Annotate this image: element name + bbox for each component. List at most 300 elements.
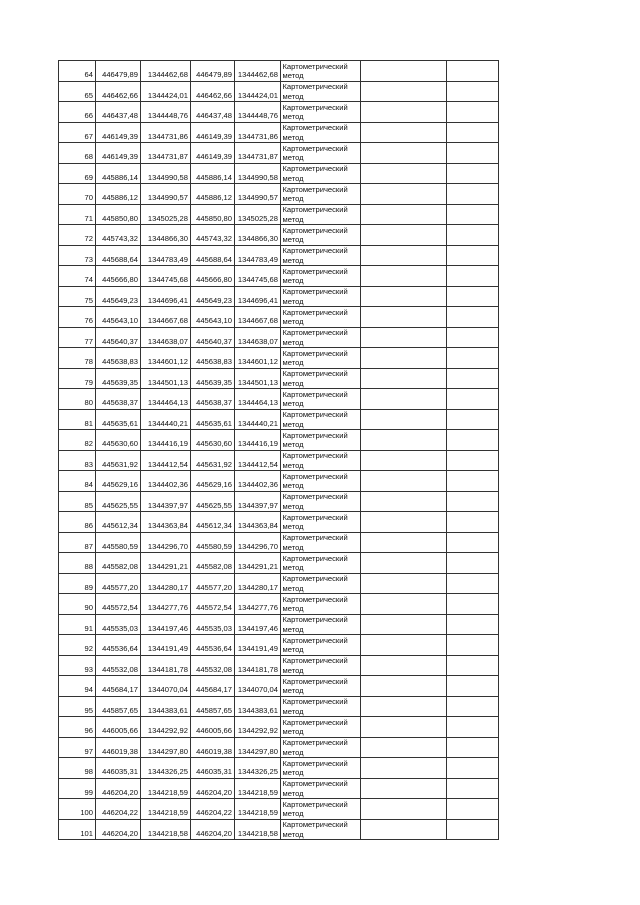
x-coordinate-cell: 445535,03 [96, 614, 141, 635]
point-number-cell: 85 [59, 491, 96, 512]
table-row [59, 225, 499, 246]
point-number-cell: 82 [59, 430, 96, 451]
empty-cell-2 [447, 409, 499, 430]
empty-cell-2 [447, 368, 499, 389]
point-number-cell: 76 [59, 307, 96, 328]
y-coordinate-existing-cell: 1344667,68 [235, 307, 281, 328]
table-row [59, 184, 499, 205]
empty-cell-1 [361, 758, 447, 779]
point-number-cell: 87 [59, 532, 96, 553]
table-row [59, 307, 499, 328]
x-coordinate-cell: 446204,20 [96, 778, 141, 799]
method-cell: Картометрический метод [281, 348, 361, 369]
y-coordinate-cell: 1344297,80 [141, 737, 191, 758]
table-row [59, 532, 499, 553]
table-row [59, 266, 499, 287]
y-coordinate-existing-cell: 1344296,70 [235, 532, 281, 553]
y-coordinate-cell: 1344397,97 [141, 491, 191, 512]
x-coordinate-cell: 445886,12 [96, 184, 141, 205]
y-coordinate-cell: 1344990,57 [141, 184, 191, 205]
x-coordinate-cell: 445640,37 [96, 327, 141, 348]
x-coordinate-cell: 445631,92 [96, 450, 141, 471]
method-cell: Картометрический метод [281, 122, 361, 143]
y-coordinate-existing-cell: 1344462,68 [235, 61, 281, 82]
table-row [59, 819, 499, 840]
empty-cell-2 [447, 307, 499, 328]
point-number-cell: 69 [59, 163, 96, 184]
x-coordinate-existing-cell: 445850,80 [191, 204, 235, 225]
y-coordinate-existing-cell: 1344280,17 [235, 573, 281, 594]
x-coordinate-cell: 446204,22 [96, 799, 141, 820]
point-number-cell: 91 [59, 614, 96, 635]
table-row [59, 450, 499, 471]
empty-cell-2 [447, 532, 499, 553]
empty-cell-1 [361, 614, 447, 635]
x-coordinate-cell: 445684,17 [96, 676, 141, 697]
point-number-cell: 94 [59, 676, 96, 697]
x-coordinate-cell: 445582,08 [96, 553, 141, 574]
x-coordinate-existing-cell: 445639,35 [191, 368, 235, 389]
empty-cell-2 [447, 245, 499, 266]
empty-cell-1 [361, 163, 447, 184]
point-number-cell: 88 [59, 553, 96, 574]
empty-cell-1 [361, 61, 447, 82]
y-coordinate-existing-cell: 1344501,13 [235, 368, 281, 389]
method-cell: Картометрический метод [281, 758, 361, 779]
table-row [59, 348, 499, 369]
y-coordinate-cell: 1344638,07 [141, 327, 191, 348]
y-coordinate-cell: 1344218,58 [141, 819, 191, 840]
empty-cell-2 [447, 635, 499, 656]
x-coordinate-existing-cell: 446437,48 [191, 102, 235, 123]
empty-cell-1 [361, 184, 447, 205]
x-coordinate-cell: 446479,89 [96, 61, 141, 82]
x-coordinate-existing-cell: 445857,65 [191, 696, 235, 717]
x-coordinate-existing-cell: 446204,20 [191, 819, 235, 840]
table-row [59, 409, 499, 430]
empty-cell-2 [447, 389, 499, 410]
table-row [59, 676, 499, 697]
point-number-cell: 64 [59, 61, 96, 82]
empty-cell-1 [361, 327, 447, 348]
y-coordinate-cell: 1344363,84 [141, 512, 191, 533]
point-number-cell: 73 [59, 245, 96, 266]
x-coordinate-cell: 445643,10 [96, 307, 141, 328]
y-coordinate-existing-cell: 1344292,92 [235, 717, 281, 738]
y-coordinate-existing-cell: 1344990,57 [235, 184, 281, 205]
x-coordinate-cell: 445886,14 [96, 163, 141, 184]
method-cell: Картометрический метод [281, 491, 361, 512]
y-coordinate-cell: 1344731,87 [141, 143, 191, 164]
empty-cell-2 [447, 573, 499, 594]
method-cell: Картометрический метод [281, 245, 361, 266]
y-coordinate-cell: 1344731,86 [141, 122, 191, 143]
method-cell: Картометрический метод [281, 594, 361, 615]
empty-cell-2 [447, 286, 499, 307]
empty-cell-1 [361, 717, 447, 738]
empty-cell-1 [361, 655, 447, 676]
x-coordinate-cell: 445857,65 [96, 696, 141, 717]
x-coordinate-cell: 446035,31 [96, 758, 141, 779]
empty-cell-2 [447, 676, 499, 697]
empty-cell-2 [447, 799, 499, 820]
table-row [59, 368, 499, 389]
y-coordinate-existing-cell: 1344464,13 [235, 389, 281, 410]
x-coordinate-cell: 445638,37 [96, 389, 141, 410]
empty-cell-2 [447, 717, 499, 738]
method-cell: Картометрический метод [281, 696, 361, 717]
y-coordinate-existing-cell: 1344448,76 [235, 102, 281, 123]
x-coordinate-cell: 445625,55 [96, 491, 141, 512]
x-coordinate-existing-cell: 445638,83 [191, 348, 235, 369]
empty-cell-1 [361, 266, 447, 287]
method-cell: Картометрический метод [281, 471, 361, 492]
empty-cell-2 [447, 778, 499, 799]
empty-cell-1 [361, 737, 447, 758]
empty-cell-1 [361, 573, 447, 594]
table-row [59, 594, 499, 615]
table-row [59, 614, 499, 635]
table-body [59, 61, 499, 840]
y-coordinate-existing-cell: 1345025,28 [235, 204, 281, 225]
empty-cell-1 [361, 532, 447, 553]
table-row [59, 696, 499, 717]
method-cell: Картометрический метод [281, 81, 361, 102]
method-cell: Картометрический метод [281, 143, 361, 164]
method-cell: Картометрический метод [281, 409, 361, 430]
empty-cell-2 [447, 327, 499, 348]
x-coordinate-existing-cell: 445535,03 [191, 614, 235, 635]
y-coordinate-existing-cell: 1344696,41 [235, 286, 281, 307]
point-number-cell: 75 [59, 286, 96, 307]
x-coordinate-existing-cell: 446204,20 [191, 778, 235, 799]
x-coordinate-cell: 445635,61 [96, 409, 141, 430]
method-cell: Картометрический метод [281, 737, 361, 758]
y-coordinate-existing-cell: 1344218,58 [235, 819, 281, 840]
x-coordinate-existing-cell: 445684,17 [191, 676, 235, 697]
table-row [59, 61, 499, 82]
empty-cell-2 [447, 696, 499, 717]
table-row [59, 286, 499, 307]
empty-cell-2 [447, 204, 499, 225]
x-coordinate-existing-cell: 445643,10 [191, 307, 235, 328]
y-coordinate-cell: 1344383,61 [141, 696, 191, 717]
method-cell: Картометрический метод [281, 635, 361, 656]
point-number-cell: 97 [59, 737, 96, 758]
y-coordinate-existing-cell: 1344297,80 [235, 737, 281, 758]
empty-cell-1 [361, 696, 447, 717]
x-coordinate-cell: 446019,38 [96, 737, 141, 758]
table-row [59, 143, 499, 164]
point-number-cell: 66 [59, 102, 96, 123]
table-row [59, 758, 499, 779]
x-coordinate-cell: 446149,39 [96, 122, 141, 143]
point-number-cell: 78 [59, 348, 96, 369]
x-coordinate-existing-cell: 445630,60 [191, 430, 235, 451]
method-cell: Картометрический метод [281, 799, 361, 820]
x-coordinate-existing-cell: 446035,31 [191, 758, 235, 779]
y-coordinate-cell: 1344218,59 [141, 778, 191, 799]
empty-cell-1 [361, 819, 447, 840]
empty-cell-2 [447, 614, 499, 635]
method-cell: Картометрический метод [281, 430, 361, 451]
point-number-cell: 93 [59, 655, 96, 676]
empty-cell-1 [361, 409, 447, 430]
x-coordinate-existing-cell: 445638,37 [191, 389, 235, 410]
table-row [59, 737, 499, 758]
y-coordinate-cell: 1344181,78 [141, 655, 191, 676]
empty-cell-2 [447, 758, 499, 779]
table-row [59, 778, 499, 799]
method-cell: Картометрический метод [281, 225, 361, 246]
table-row [59, 389, 499, 410]
x-coordinate-existing-cell: 445666,80 [191, 266, 235, 287]
empty-cell-1 [361, 389, 447, 410]
empty-cell-1 [361, 676, 447, 697]
table-row [59, 471, 499, 492]
point-number-cell: 72 [59, 225, 96, 246]
empty-cell-1 [361, 594, 447, 615]
table-row [59, 122, 499, 143]
table-row [59, 81, 499, 102]
point-number-cell: 83 [59, 450, 96, 471]
y-coordinate-existing-cell: 1344291,21 [235, 553, 281, 574]
y-coordinate-cell: 1344745,68 [141, 266, 191, 287]
x-coordinate-existing-cell: 446005,66 [191, 717, 235, 738]
method-cell: Картометрический метод [281, 286, 361, 307]
empty-cell-2 [447, 225, 499, 246]
table-row [59, 573, 499, 594]
x-coordinate-cell: 445629,16 [96, 471, 141, 492]
x-coordinate-existing-cell: 445625,55 [191, 491, 235, 512]
empty-cell-2 [447, 594, 499, 615]
method-cell: Картометрический метод [281, 102, 361, 123]
y-coordinate-cell: 1344191,49 [141, 635, 191, 656]
empty-cell-2 [447, 184, 499, 205]
x-coordinate-cell: 446149,39 [96, 143, 141, 164]
x-coordinate-existing-cell: 446149,39 [191, 122, 235, 143]
empty-cell-1 [361, 143, 447, 164]
x-coordinate-cell: 445577,20 [96, 573, 141, 594]
y-coordinate-existing-cell: 1344197,46 [235, 614, 281, 635]
y-coordinate-cell: 1344448,76 [141, 102, 191, 123]
method-cell: Картометрический метод [281, 819, 361, 840]
empty-cell-2 [447, 102, 499, 123]
y-coordinate-cell: 1344291,21 [141, 553, 191, 574]
y-coordinate-existing-cell: 1344866,30 [235, 225, 281, 246]
point-number-cell: 98 [59, 758, 96, 779]
method-cell: Картометрический метод [281, 676, 361, 697]
y-coordinate-cell: 1344402,36 [141, 471, 191, 492]
point-number-cell: 77 [59, 327, 96, 348]
method-cell: Картометрический метод [281, 61, 361, 82]
y-coordinate-cell: 1344416,19 [141, 430, 191, 451]
x-coordinate-existing-cell: 445688,64 [191, 245, 235, 266]
method-cell: Картометрический метод [281, 614, 361, 635]
x-coordinate-existing-cell: 445580,59 [191, 532, 235, 553]
x-coordinate-existing-cell: 445536,64 [191, 635, 235, 656]
y-coordinate-cell: 1344218,59 [141, 799, 191, 820]
empty-cell-1 [361, 471, 447, 492]
method-cell: Картометрический метод [281, 368, 361, 389]
table-row [59, 491, 499, 512]
empty-cell-2 [447, 655, 499, 676]
method-cell: Картометрический метод [281, 327, 361, 348]
x-coordinate-existing-cell: 446019,38 [191, 737, 235, 758]
x-coordinate-existing-cell: 446479,89 [191, 61, 235, 82]
x-coordinate-cell: 445580,59 [96, 532, 141, 553]
point-number-cell: 84 [59, 471, 96, 492]
table-row [59, 635, 499, 656]
y-coordinate-cell: 1344440,21 [141, 409, 191, 430]
y-coordinate-cell: 1344866,30 [141, 225, 191, 246]
empty-cell-1 [361, 102, 447, 123]
method-cell: Картометрический метод [281, 450, 361, 471]
y-coordinate-existing-cell: 1344745,68 [235, 266, 281, 287]
y-coordinate-cell: 1344424,01 [141, 81, 191, 102]
empty-cell-1 [361, 553, 447, 574]
point-number-cell: 70 [59, 184, 96, 205]
y-coordinate-existing-cell: 1344990,58 [235, 163, 281, 184]
empty-cell-1 [361, 122, 447, 143]
empty-cell-1 [361, 799, 447, 820]
y-coordinate-cell: 1344197,46 [141, 614, 191, 635]
empty-cell-2 [447, 491, 499, 512]
x-coordinate-cell: 446005,66 [96, 717, 141, 738]
method-cell: Картометрический метод [281, 573, 361, 594]
empty-cell-1 [361, 204, 447, 225]
point-number-cell: 67 [59, 122, 96, 143]
empty-cell-2 [447, 61, 499, 82]
empty-cell-2 [447, 819, 499, 840]
method-cell: Картометрический метод [281, 389, 361, 410]
empty-cell-2 [447, 450, 499, 471]
y-coordinate-cell: 1344277,76 [141, 594, 191, 615]
y-coordinate-existing-cell: 1344783,49 [235, 245, 281, 266]
y-coordinate-existing-cell: 1344191,49 [235, 635, 281, 656]
table-row [59, 512, 499, 533]
empty-cell-1 [361, 348, 447, 369]
empty-cell-1 [361, 307, 447, 328]
y-coordinate-existing-cell: 1344731,86 [235, 122, 281, 143]
y-coordinate-existing-cell: 1344383,61 [235, 696, 281, 717]
y-coordinate-cell: 1344462,68 [141, 61, 191, 82]
y-coordinate-cell: 1344296,70 [141, 532, 191, 553]
method-cell: Картометрический метод [281, 655, 361, 676]
y-coordinate-existing-cell: 1344218,59 [235, 799, 281, 820]
y-coordinate-cell: 1344280,17 [141, 573, 191, 594]
y-coordinate-existing-cell: 1344181,78 [235, 655, 281, 676]
x-coordinate-existing-cell: 445631,92 [191, 450, 235, 471]
x-coordinate-existing-cell: 445532,08 [191, 655, 235, 676]
y-coordinate-existing-cell: 1344070,04 [235, 676, 281, 697]
method-cell: Картометрический метод [281, 512, 361, 533]
table-row [59, 204, 499, 225]
y-coordinate-cell: 1345025,28 [141, 204, 191, 225]
table-row [59, 245, 499, 266]
x-coordinate-cell: 445532,08 [96, 655, 141, 676]
y-coordinate-existing-cell: 1344416,19 [235, 430, 281, 451]
x-coordinate-cell: 445536,64 [96, 635, 141, 656]
empty-cell-2 [447, 163, 499, 184]
y-coordinate-existing-cell: 1344277,76 [235, 594, 281, 615]
empty-cell-2 [447, 266, 499, 287]
empty-cell-2 [447, 81, 499, 102]
point-number-cell: 81 [59, 409, 96, 430]
point-number-cell: 89 [59, 573, 96, 594]
x-coordinate-existing-cell: 445582,08 [191, 553, 235, 574]
empty-cell-2 [447, 122, 499, 143]
x-coordinate-cell: 445630,60 [96, 430, 141, 451]
empty-cell-2 [447, 553, 499, 574]
x-coordinate-cell: 446204,20 [96, 819, 141, 840]
point-number-cell: 80 [59, 389, 96, 410]
y-coordinate-cell: 1344292,92 [141, 717, 191, 738]
y-coordinate-existing-cell: 1344601,12 [235, 348, 281, 369]
y-coordinate-cell: 1344696,41 [141, 286, 191, 307]
y-coordinate-cell: 1344070,04 [141, 676, 191, 697]
x-coordinate-existing-cell: 445572,54 [191, 594, 235, 615]
x-coordinate-existing-cell: 445612,34 [191, 512, 235, 533]
y-coordinate-cell: 1344783,49 [141, 245, 191, 266]
empty-cell-2 [447, 737, 499, 758]
method-cell: Картометрический метод [281, 778, 361, 799]
empty-cell-2 [447, 512, 499, 533]
method-cell: Картометрический метод [281, 553, 361, 574]
point-number-cell: 65 [59, 81, 96, 102]
point-number-cell: 71 [59, 204, 96, 225]
x-coordinate-cell: 445743,32 [96, 225, 141, 246]
method-cell: Картометрический метод [281, 532, 361, 553]
method-cell: Картометрический метод [281, 204, 361, 225]
x-coordinate-existing-cell: 445886,14 [191, 163, 235, 184]
point-number-cell: 74 [59, 266, 96, 287]
y-coordinate-cell: 1344601,12 [141, 348, 191, 369]
x-coordinate-cell: 445612,34 [96, 512, 141, 533]
y-coordinate-existing-cell: 1344412,54 [235, 450, 281, 471]
x-coordinate-cell: 445638,83 [96, 348, 141, 369]
table-row [59, 717, 499, 738]
method-cell: Картометрический метод [281, 163, 361, 184]
y-coordinate-existing-cell: 1344424,01 [235, 81, 281, 102]
empty-cell-1 [361, 430, 447, 451]
empty-cell-2 [447, 143, 499, 164]
x-coordinate-existing-cell: 446149,39 [191, 143, 235, 164]
point-number-cell: 100 [59, 799, 96, 820]
y-coordinate-cell: 1344501,13 [141, 368, 191, 389]
empty-cell-1 [361, 778, 447, 799]
empty-cell-2 [447, 471, 499, 492]
method-cell: Картометрический метод [281, 266, 361, 287]
x-coordinate-cell: 446437,48 [96, 102, 141, 123]
point-number-cell: 92 [59, 635, 96, 656]
point-number-cell: 86 [59, 512, 96, 533]
y-coordinate-existing-cell: 1344440,21 [235, 409, 281, 430]
x-coordinate-existing-cell: 445635,61 [191, 409, 235, 430]
x-coordinate-existing-cell: 445629,16 [191, 471, 235, 492]
point-number-cell: 96 [59, 717, 96, 738]
point-number-cell: 95 [59, 696, 96, 717]
empty-cell-1 [361, 491, 447, 512]
empty-cell-1 [361, 225, 447, 246]
y-coordinate-existing-cell: 1344397,97 [235, 491, 281, 512]
x-coordinate-cell: 445572,54 [96, 594, 141, 615]
empty-cell-1 [361, 635, 447, 656]
y-coordinate-existing-cell: 1344402,36 [235, 471, 281, 492]
point-number-cell: 99 [59, 778, 96, 799]
point-number-cell: 79 [59, 368, 96, 389]
y-coordinate-cell: 1344990,58 [141, 163, 191, 184]
